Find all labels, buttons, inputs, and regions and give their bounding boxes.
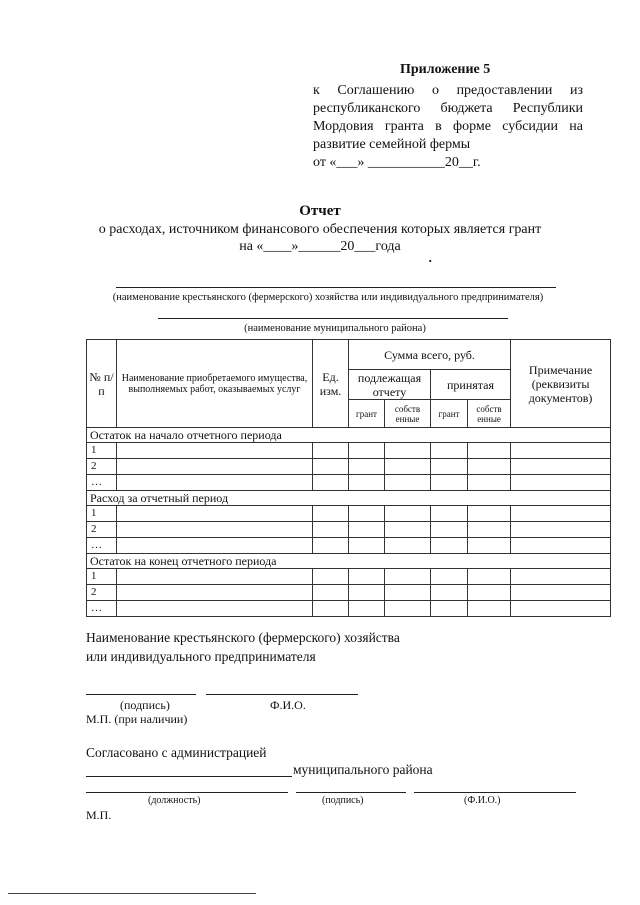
signature-underline [86,694,196,695]
approval-district: муниципального района [293,762,433,777]
row-number: … [87,475,117,491]
header-grant-1: грант [349,400,385,428]
report-dot: . [428,246,433,266]
row-number: 1 [87,506,117,522]
approval-signature-underline [296,792,406,793]
section-title-closing-balance: Остаток на конец отчетного периода [87,554,611,569]
table-row [87,459,611,475]
report-date-line: на «____»______20___года [239,239,401,254]
farm-name-underline [116,287,556,288]
header-grant-2: грант [431,400,468,428]
stamp-label: М.П. (при наличии) [86,712,188,726]
row-number: 1 [87,569,117,585]
table-row [87,601,611,617]
row-number: 2 [87,522,117,538]
approval-stamp: М.П. [86,808,112,822]
section-title-expenses: Расход за отчетный период [87,491,611,506]
report-subtitle: о расходах, источником финансового обеспечения которых является грант [98,222,542,237]
report-title: Отчет [299,203,341,219]
table-row [87,538,611,554]
header-unit: Ед. изм. [313,340,349,428]
header-name: Наименование приобретаемого имущества, выполняемых работ, оказываемых услуг [117,340,313,428]
fio-label: Ф.И.О. [270,698,306,712]
table-row [87,522,611,538]
header-num: № п/п [87,340,117,428]
approval-fio-label: (Ф.И.О.) [464,795,501,806]
farm-name-caption: (наименование крестьянского (фермерского) хозяйства или индивидуального предпринимателя) [112,292,544,303]
position-label: (должность) [148,795,201,806]
district-underline [158,318,508,319]
row-number: … [87,601,117,617]
table-row [87,443,611,459]
approval-title: Согласовано с администрацией [86,745,267,760]
row-number: 2 [87,459,117,475]
header-accepted: принятая [431,370,511,400]
table-row [87,569,611,585]
district-caption: (наименование муниципального района) [244,323,426,334]
report-table [86,339,611,617]
table-row [87,475,611,491]
approval-fio-underline [414,792,576,793]
table-row [87,506,611,522]
position-underline [86,792,288,793]
header-to-report: подлежащая отчету [349,370,431,400]
appendix-line-4: развитие семейной фермы [313,137,471,152]
appendix-line-3: Мордовия гранта в форме субсидии на [313,119,583,134]
header-own-1: собств енные [385,400,431,428]
header-own-2: собств енные [468,400,511,428]
row-number: 2 [87,585,117,601]
entity-name-line-1: Наименование крестьянского (фермерского) хозяйства [86,630,400,645]
appendix-line-5: от «___» ___________20__г. [313,155,481,170]
header-note: Примечание (реквизиты документов) [511,340,611,428]
appendix-title: Приложение 5 [400,62,491,77]
fio-underline [206,694,358,695]
appendix-line-2: республиканского бюджета Республики [313,101,583,116]
entity-name-line-2: или индивидуального предпринимателя [86,649,316,664]
district-name-underline [86,776,292,777]
row-number: … [87,538,117,554]
table-row [87,585,611,601]
header-sum: Сумма всего, руб. [349,340,511,370]
approval-signature-label: (подпись) [322,795,364,806]
row-number: 1 [87,443,117,459]
section-title-opening-balance: Остаток на начало отчетного периода [87,428,611,443]
page-bottom-rule [8,893,256,894]
signature-label: (подпись) [120,698,170,712]
appendix-line-1: к Соглашению о предоставлении из [313,83,583,98]
